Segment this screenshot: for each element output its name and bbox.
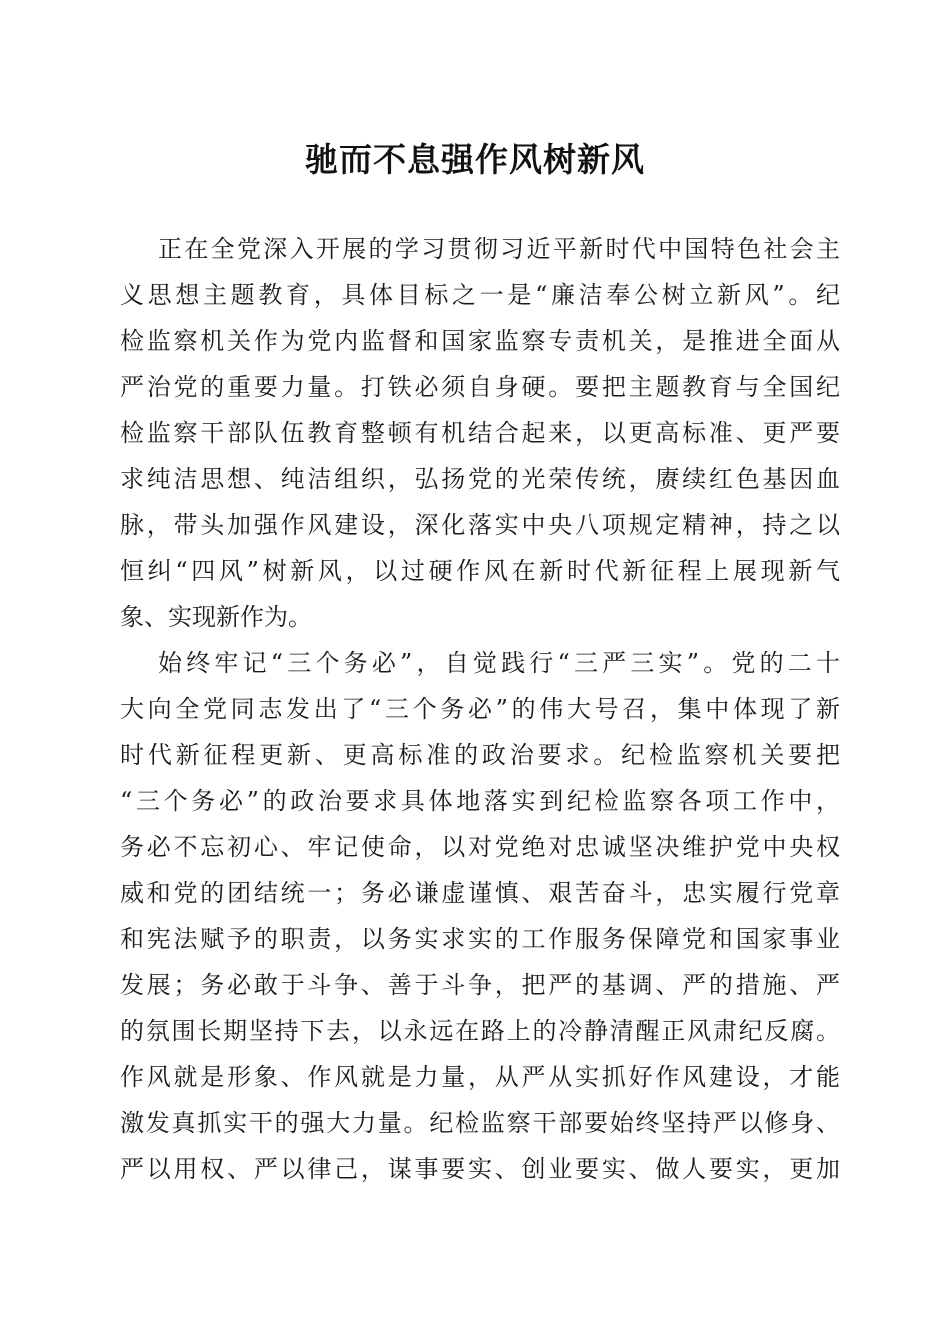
- paragraph-1-line-2: 义思想主题教育，具体目标之一是“廉洁奉公树立新风”。纪: [120, 281, 840, 309]
- paragraph-2-line-7: 和宪法赋予的职责，以务实求实的工作服务保障党和国家事业: [120, 925, 840, 953]
- paragraph-2-line-10: 作风就是形象、作风就是力量，从严从实抓好作风建设，才能: [120, 1063, 840, 1091]
- paragraph-2-line-8: 发展；务必敢于斗争、善于斗争，把严的基调、严的措施、严: [120, 971, 840, 999]
- paragraph-2-line-6: 威和党的团结统一；务必谦虚谨慎、艰苦奋斗，忠实履行党章: [120, 879, 840, 907]
- paragraph-2-line-5: 务必不忘初心、牢记使命，以对党绝对忠诚坚决维护党中央权: [120, 833, 840, 861]
- paragraph-1-line-5: 检监察干部队伍教育整顿有机结合起来，以更高标准、更严要: [120, 419, 840, 447]
- document-title: 驰而不息强作风树新风: [305, 140, 645, 179]
- paragraph-1-line-4: 严治党的重要力量。打铁必须自身硬。要把主题教育与全国纪: [120, 373, 840, 401]
- paragraph-2-line-12: 严以用权、严以律己，谋事要实、创业要实、做人要实，更加: [120, 1155, 840, 1183]
- paragraph-1-line-3: 检监察机关作为党内监督和国家监察专责机关，是推进全面从: [120, 327, 840, 355]
- paragraph-2-line-9: 的氛围长期坚持下去，以永远在路上的冷静清醒正风肃纪反腐。: [120, 1017, 840, 1045]
- paragraph-2-line-3: 时代新征程更新、更高标准的政治要求。纪检监察机关要把: [120, 741, 840, 769]
- document-body: [120, 226, 840, 1192]
- paragraph-2-line-4: “三个务必”的政治要求具体地落实到纪检监察各项工作中，: [120, 787, 840, 815]
- paragraph-1-line-7: 脉，带头加强作风建设，深化落实中央八项规定精神，持之以: [120, 511, 840, 539]
- paragraph-1-line-1: 正在全党深入开展的学习贯彻习近平新时代中国特色社会主: [158, 235, 840, 263]
- paragraph-2-line-1: 始终牢记“三个务必”，自觉践行“三严三实”。党的二十: [158, 649, 840, 677]
- paragraph-1-line-6: 求纯洁思想、纯洁组织，弘扬党的光荣传统，赓续红色基因血: [120, 465, 840, 493]
- paragraph-2-line-2: 大向全党同志发出了“三个务必”的伟大号召，集中体现了新: [120, 695, 840, 723]
- paragraph-1-line-9: 象、实现新作为。: [120, 603, 312, 631]
- paragraph-1-line-8: 恒纠“四风”树新风，以过硬作风在新时代新征程上展现新气: [120, 557, 840, 585]
- paragraph-2-line-11: 激发真抓实干的强大力量。纪检监察干部要始终坚持严以修身、: [120, 1109, 840, 1137]
